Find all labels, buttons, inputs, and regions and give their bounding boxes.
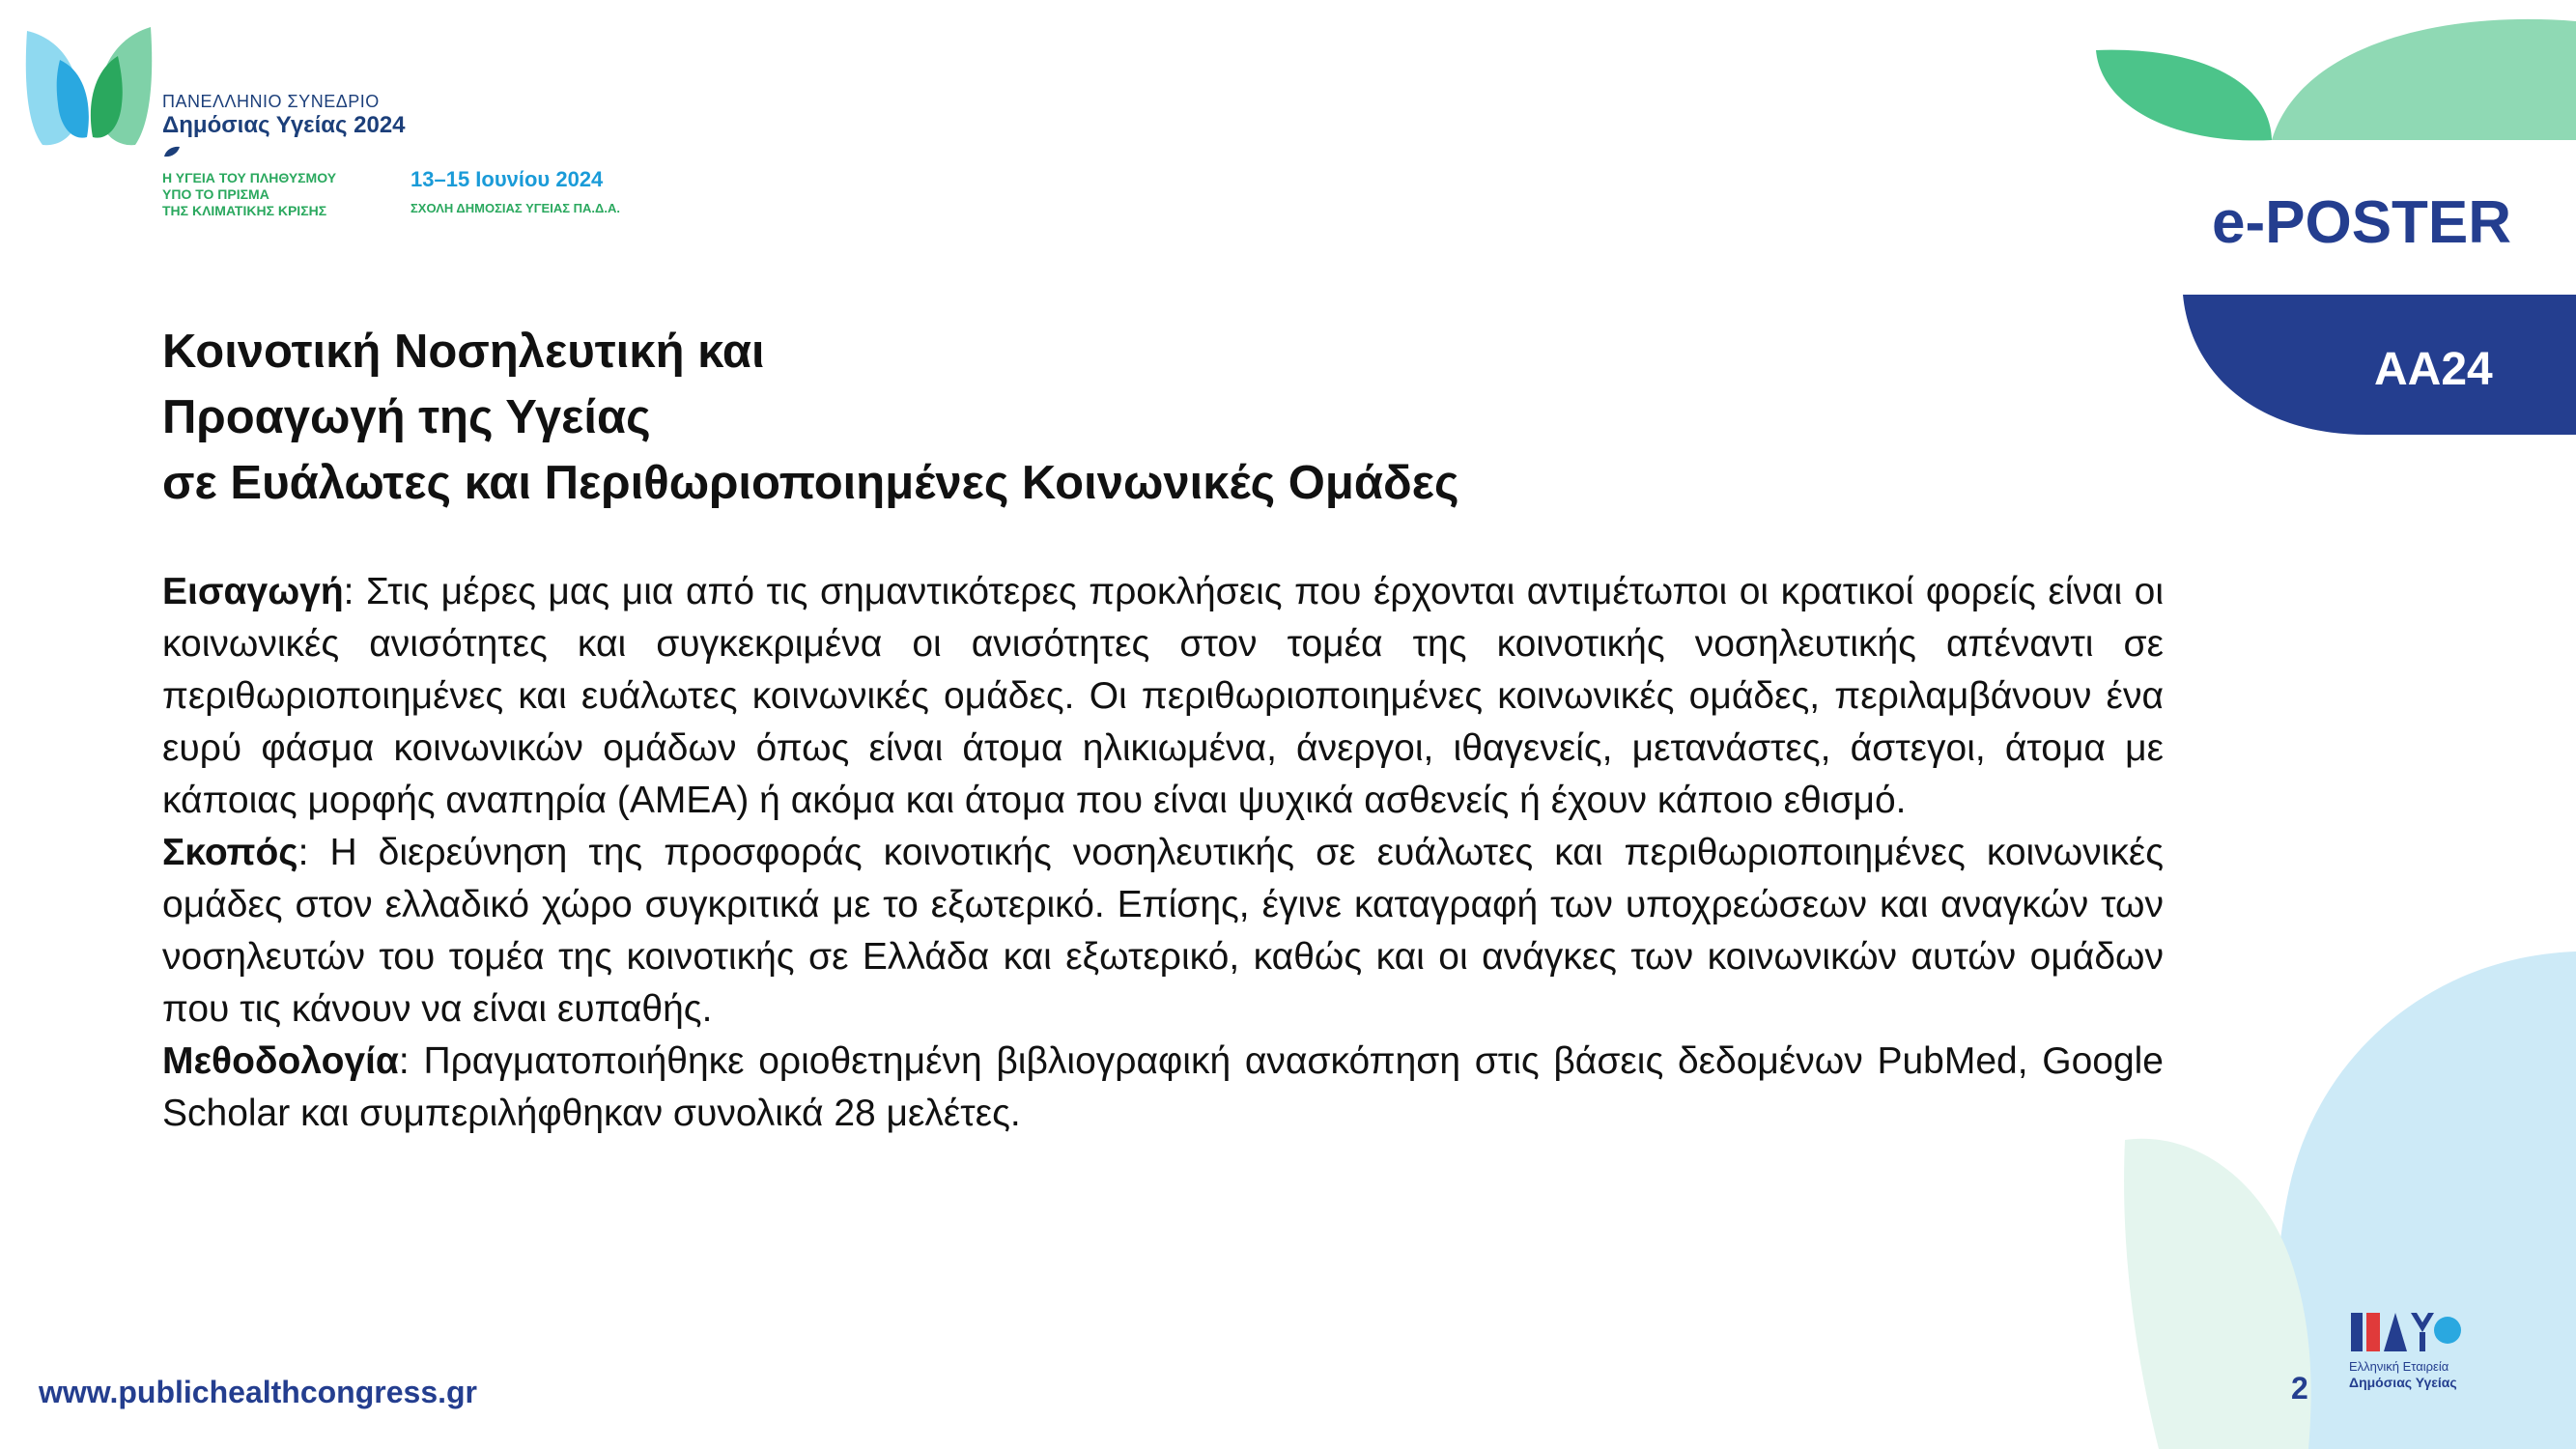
congress-logo-icon (21, 21, 156, 152)
section-method (162, 1036, 2164, 1140)
eposter-label: e-POSTER (2212, 189, 2512, 256)
section-intro (162, 566, 2164, 827)
logo-school: ΣΧΟΛΗ ΔΗΜΟΣΙΑΣ ΥΓΕΙΑΣ ΠΑ.Δ.Α. (410, 201, 620, 215)
society-name-line2: Δημόσιας Υγείας (2349, 1375, 2457, 1390)
logo-theme (162, 170, 404, 219)
section-heading: Μεθοδολογία (162, 1040, 399, 1082)
page-number: 2 (2291, 1371, 2308, 1406)
logo-theme-line: ΤΗΣ ΚΛΙΜΑΤΙΚΗΣ ΚΡΙΣΗΣ (162, 203, 327, 218)
title-line: Κοινοτική Νοσηλευτική και (162, 326, 765, 378)
title-line: Προαγωγή της Υγείας (162, 391, 651, 443)
top-leaf-light (2272, 19, 2576, 140)
section-aim (162, 827, 2164, 1036)
logo-line-title: Δημόσιας Υγείας 2024 (162, 112, 406, 138)
logo-line-congress: ΠΑΝΕΛΛΗΝΙΟ ΣΥΝΕΔΡΙΟ (162, 92, 380, 111)
poster-title (162, 319, 1458, 516)
section-text: : Πραγματοποιήθηκε οριοθετημένη βιβλιογραφική ανασκόπηση στις βάσεις δεδομένων PubMed, Google Scholar και συμπεριλήφθηκαν συνολικά 28 μελέτες. (162, 1040, 2164, 1134)
logo-theme-line: ΥΠΟ ΤΟ ΠΡΙΣΜΑ (162, 186, 269, 202)
logo-leaf-small-icon (162, 145, 182, 158)
section-text: : Στις μέρες μας μια από τις σημαντικότερες προκλήσεις που έρχονται αντιμέτωποι οι κρατικοί φορείς είναι οι κοινωνικές ανισότητες και συγκεκριμένα οι ανισότητες στον τομέα της κοινοτικής νοσηλευτικής απέναντι σε περιθωριοποιημένες και ευάλωτες κοινωνικές ομάδες. Οι περιθωριοποιημένες κοινωνικές ομάδες, περιλαμβάνουν ένα ευρύ φάσμα κοινωνικών ομάδων όπως είναι άτομα ηλικιωμένα, άνεργοι, ιθαγενείς, μετανάστες, άστεγοι, άτομα με κάποιας μορφής αναπηρία (ΑΜΕΑ) ή ακόμα και άτομα που είναι ψυχικά ασθενείς ή έχουν κάποιο εθισμό. (162, 571, 2164, 821)
society-name-line1: Ελληνική Εταιρεία (2349, 1359, 2449, 1374)
section-text: : Η διερεύνηση της προσφοράς κοινοτικής νοσηλευτικής σε ευάλωτες και περιθωριοποιημένες κοινωνικές ομάδες στον ελλαδικό χώρο συγκριτικά με το εξωτερικό. Επίσης, έγινε καταγραφή των υποχρεώσεων και αναγκών των νοσηλευτών του τομέα της κοινοτικής σε Ελλάδα και εξωτερικό, καθώς και οι ανάγκες των κοινωνικών αυτών ομάδων που τις κάνουν να είναι ευπαθής. (162, 832, 2164, 1030)
logo-dates: 13–15 Ιουνίου 2024 (410, 167, 604, 191)
website-link[interactable]: www.publichealthcongress.gr (39, 1375, 477, 1409)
title-line: σε Ευάλωτες και Περιθωριοποιημένες Κοινωνικές Ομάδες (162, 457, 1459, 509)
section-heading: Εισαγωγή (162, 571, 344, 612)
top-leaf-dark (2096, 50, 2272, 141)
poster-code: AA24 (2374, 344, 2493, 395)
logo-theme-line: Η ΥΓΕΙΑ ΤΟΥ ΠΛΗΘΥΣΜΟΥ (162, 170, 337, 185)
bottom-blob-mint (2124, 1139, 2311, 1449)
section-heading: Σκοπός (162, 832, 298, 873)
abstract-body (162, 566, 2164, 1140)
